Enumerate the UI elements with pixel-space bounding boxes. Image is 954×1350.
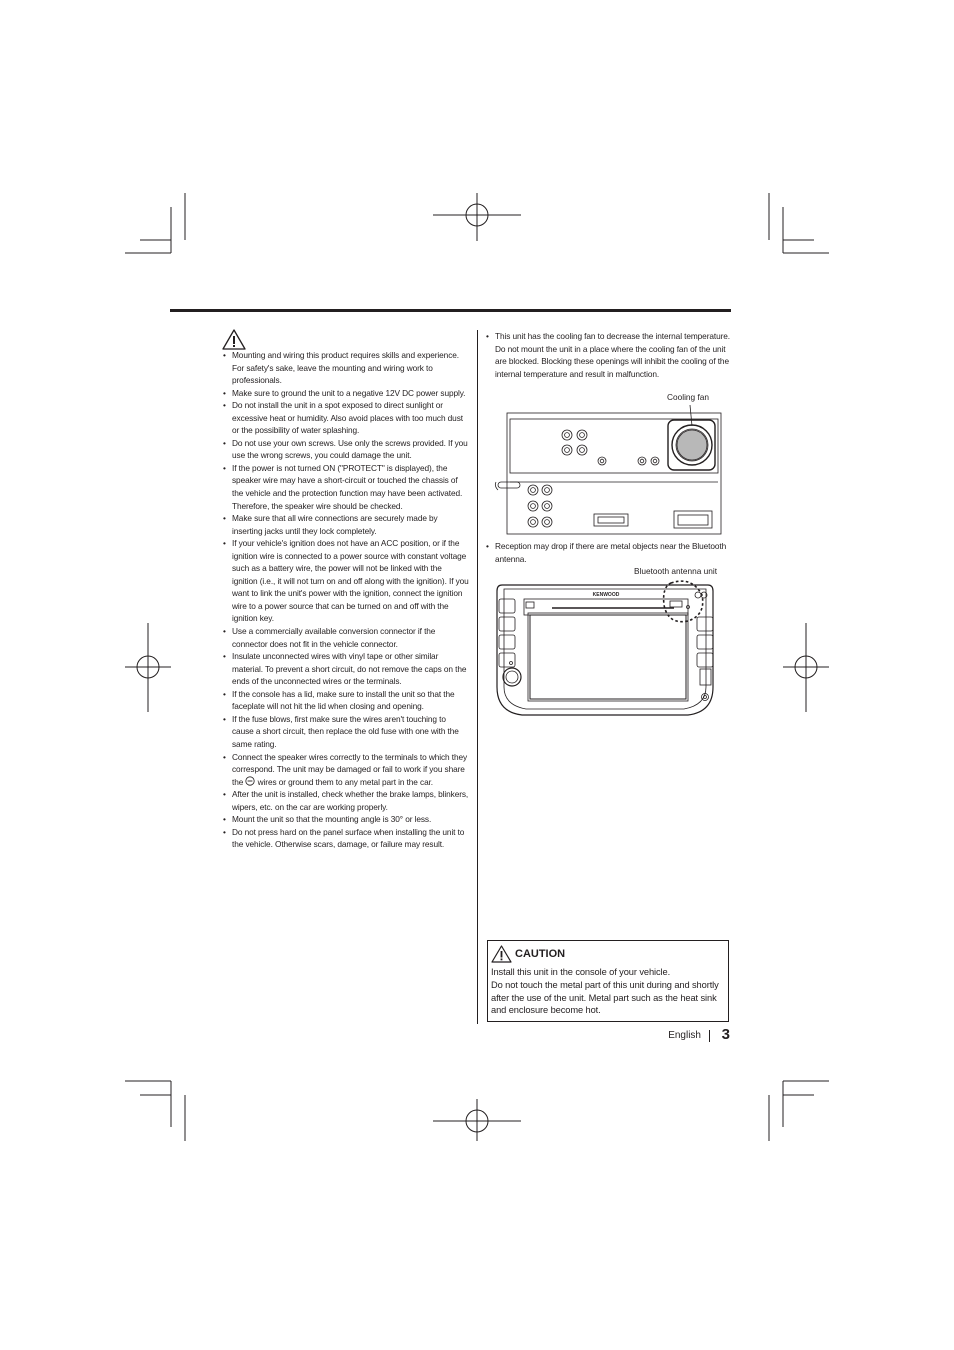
warning-icon — [222, 329, 246, 350]
list-item: • Do not install the unit in a spot exposed to direct sunlight or excessive heat or humidity. Also avoid places with too much dust or the possibility of water splashing. — [223, 399, 469, 437]
caution-box — [487, 940, 729, 1022]
list-item: • Mounting and wiring this product requires skills and experience. For safety's sake, leave the mounting and wiring work to professionals. — [223, 349, 469, 387]
cooling-fan-caption: Cooling fan — [667, 392, 709, 402]
column-divider — [477, 330, 478, 1024]
caution-triangle-icon — [491, 945, 512, 963]
caution-title: CAUTION — [515, 948, 566, 960]
caution-line-2: Do not touch the metal part of this unit during and shortly after the use of the unit. Metal part such as the heat sink and enclosure become hot. — [491, 980, 719, 1016]
list-item: • If the power is not turned ON ("PROTECT" is displayed), the speaker wire may have a short-circuit or touched the chassis of the vehicle and the protection function may have been activated. Therefore, the speaker wire should be checked. — [223, 462, 469, 512]
list-item-text: wires or ground them to any metal part in the car. — [257, 776, 433, 787]
list-item — [223, 751, 469, 789]
list-item: • Mount the unit so that the mounting angle is 30° or less. — [223, 813, 469, 826]
list-item: • After the unit is installed, check whether the brake lamps, blinkers, wipers, etc. on the car are working properly. — [223, 788, 469, 813]
front-panel-illustration — [492, 577, 718, 719]
list-item: • This unit has the cooling fan to decrease the internal temperature. Do not mount the unit in a place where the cooling fan of the unit are blocked. Blocking these openings will inhibit the cooling of the internal temperature and result in malfunction. — [486, 330, 734, 380]
list-item: • Do not press hard on the panel surface when installing the unit to the vehicle. Otherwise scars, damage, or failure may result. — [223, 826, 469, 851]
installation-warnings-list — [223, 349, 469, 851]
caution-heading — [491, 945, 725, 963]
list-item: • Make sure that all wire connections are securely made by inserting jacks until they lock completely. — [223, 512, 469, 537]
rear-panel-illustration — [494, 402, 726, 536]
list-item: • Reception may drop if there are metal objects near the Bluetooth antenna. — [486, 540, 734, 565]
bluetooth-antenna-caption: Bluetooth antenna unit — [634, 566, 718, 576]
list-item: • Do not use your own screws. Use only the screws provided. If you use the wrong screws, you could damage the unit. — [223, 437, 469, 462]
list-item-text: Connect the speaker wires correctly to the terminals to which they correspond. The unit may be damaged or fail to work if you share the — [232, 751, 468, 787]
minus-terminal-icon — [245, 776, 255, 786]
list-item: • If the console has a lid, make sure to install the unit so that the faceplate will not hit the lid when closing and opening. — [223, 688, 469, 713]
list-item: • Insulate unconnected wires with vinyl tape or other similar material. To prevent a short circuit, do not remove the caps on the ends of the unconnected wires or the terminals. — [223, 650, 469, 688]
section-rule — [170, 309, 731, 312]
list-item: • Use a commercially available conversion connector if the connector does not fit in the vehicle connector. — [223, 625, 469, 650]
bluetooth-note-list — [486, 540, 734, 565]
page-footer — [640, 1026, 730, 1046]
list-item: • If the fuse blows, first make sure the wires aren't touching to cause a short circuit, then replace the old fuse with one with the same rating. — [223, 713, 469, 751]
cooling-note-list — [486, 330, 734, 380]
device-brand-label: KENWOOD — [592, 592, 620, 598]
caution-line-1: Install this unit in the console of your vehicle. — [491, 967, 671, 977]
list-item: • If your vehicle's ignition does not have an ACC position, or if the ignition wire is connected to a power source with constant voltage such as a battery wire, the power will not be linked with the ignition (i.e., it will not turn on and off along with the ignition). If you want to link the unit's power with the ignition, connect the ignition wire to a power source that can be turned on and off with the ignition key. — [223, 537, 469, 625]
footer-separator — [709, 1030, 710, 1042]
list-item: • Make sure to ground the unit to a negative 12V DC power supply. — [223, 387, 469, 400]
footer-language: English — [668, 1030, 701, 1041]
page-number: 3 — [721, 1026, 730, 1043]
